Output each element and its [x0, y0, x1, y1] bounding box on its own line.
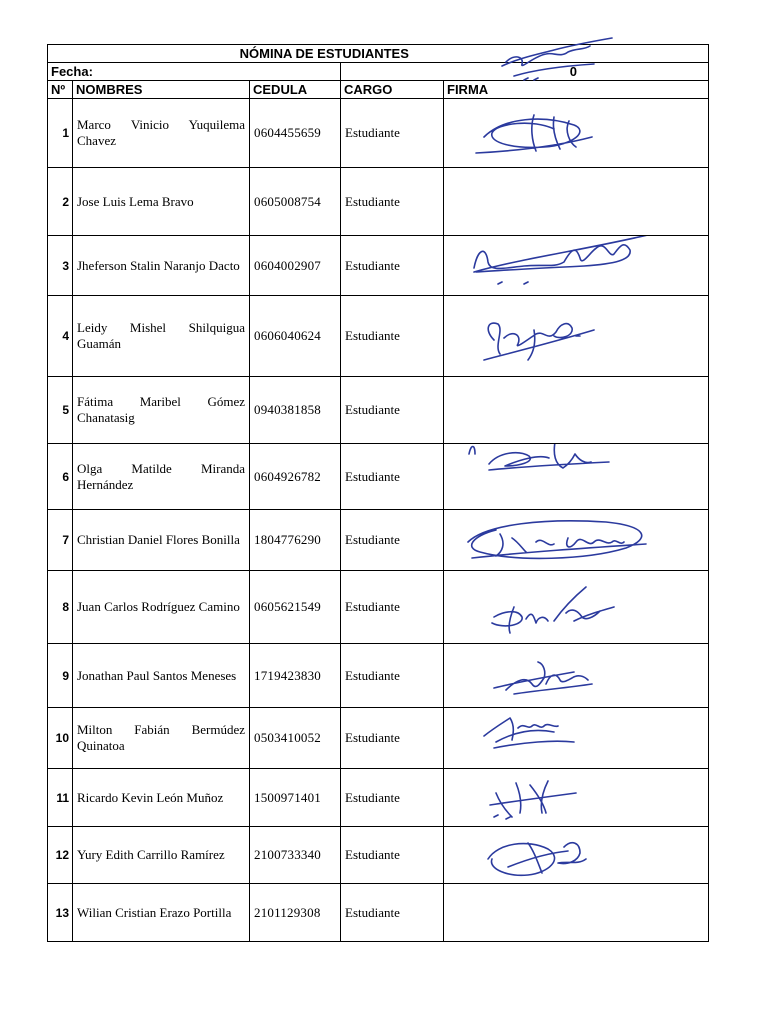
- signature-image: [474, 577, 624, 637]
- row-number: 2: [48, 168, 73, 236]
- student-cargo: Estudiante: [341, 296, 444, 377]
- student-cedula: 0604455659: [250, 99, 341, 168]
- student-cargo: Estudiante: [341, 827, 444, 884]
- table-row: [48, 510, 709, 571]
- signature-icon: [464, 296, 599, 371]
- student-name: Leidy Mishel Shilquigua Guamán: [73, 296, 250, 377]
- table-row: [48, 168, 709, 236]
- table-row: [48, 99, 709, 168]
- student-cedula: 0606040624: [250, 296, 341, 377]
- table-row: [48, 644, 709, 708]
- header-cargo: CARGO: [341, 81, 444, 99]
- student-cargo: Estudiante: [341, 510, 444, 571]
- title-row: [48, 45, 709, 63]
- signature-icon: [480, 654, 600, 698]
- student-cargo: Estudiante: [341, 571, 444, 644]
- row-number: 9: [48, 644, 73, 708]
- signature-cell: [444, 99, 709, 168]
- row-number: 5: [48, 377, 73, 444]
- signature-icon: [474, 577, 624, 637]
- signature-cell: [444, 708, 709, 769]
- student-cargo: Estudiante: [341, 236, 444, 296]
- date-row: [48, 63, 709, 81]
- row-number: 10: [48, 708, 73, 769]
- table-row: [48, 296, 709, 377]
- student-cargo: Estudiante: [341, 884, 444, 942]
- row-number: 13: [48, 884, 73, 942]
- student-name: Ricardo Kevin León Muñoz: [73, 769, 250, 827]
- roster-table: [47, 44, 709, 942]
- table-row: [48, 769, 709, 827]
- student-cedula: 2100733340: [250, 827, 341, 884]
- table-row: [48, 444, 709, 510]
- student-name: Marco Vinicio Yuquilema Chavez: [73, 99, 250, 168]
- signature-icon: [474, 107, 594, 157]
- signature-cell: [444, 377, 709, 444]
- signature-icon: [464, 236, 654, 289]
- signature-cell: [444, 884, 709, 942]
- student-cedula: 2101129308: [250, 884, 341, 942]
- signature-icon: [476, 773, 586, 823]
- student-name: Fátima Maribel Gómez Chanatasig: [73, 377, 250, 444]
- column-header-row: [48, 81, 709, 99]
- signature-image: [480, 654, 600, 698]
- student-cargo: Estudiante: [341, 644, 444, 708]
- student-name: Jonathan Paul Santos Meneses: [73, 644, 250, 708]
- student-cedula: 0605621549: [250, 571, 341, 644]
- student-cargo: Estudiante: [341, 769, 444, 827]
- student-name: Yury Edith Carrillo Ramírez: [73, 827, 250, 884]
- signature-image: [456, 510, 656, 571]
- student-cargo: Estudiante: [341, 708, 444, 769]
- row-number: 12: [48, 827, 73, 884]
- row-number: 6: [48, 444, 73, 510]
- signature-image: [468, 829, 598, 883]
- student-name: Juan Carlos Rodríguez Camino: [73, 571, 250, 644]
- student-cedula: 0503410052: [250, 708, 341, 769]
- row-number: 7: [48, 510, 73, 571]
- signature-icon: [456, 510, 656, 571]
- document-title: NÓMINA DE ESTUDIANTES: [48, 45, 444, 63]
- signature-cell: [444, 444, 709, 510]
- table-row: [48, 884, 709, 942]
- signature-cell: [444, 644, 709, 708]
- signature-icon: [468, 829, 598, 883]
- signature-cell: [444, 296, 709, 377]
- student-name: Milton Fabián Bermúdez Quinatoa: [73, 708, 250, 769]
- date-label: Fecha:: [48, 63, 341, 81]
- signature-image: [459, 444, 619, 485]
- signature-cell: [444, 236, 709, 296]
- signature-image: [474, 708, 584, 753]
- signature-cell: [444, 769, 709, 827]
- signature-image: [474, 107, 594, 157]
- signature-cell: [444, 510, 709, 571]
- student-name: Jose Luis Lema Bravo: [73, 168, 250, 236]
- date-value: 0: [341, 63, 709, 81]
- student-cedula: 1719423830: [250, 644, 341, 708]
- student-cedula: 0604002907: [250, 236, 341, 296]
- header-num: Nº: [48, 81, 73, 99]
- student-cargo: Estudiante: [341, 444, 444, 510]
- table-row: [48, 571, 709, 644]
- table-row: [48, 236, 709, 296]
- row-number: 4: [48, 296, 73, 377]
- header-nombres: NOMBRES: [73, 81, 250, 99]
- student-cedula: 1804776290: [250, 510, 341, 571]
- student-cargo: Estudiante: [341, 377, 444, 444]
- table-row: [48, 377, 709, 444]
- title-row-blank: [444, 45, 709, 63]
- header-cedula: CEDULA: [250, 81, 341, 99]
- row-number: 11: [48, 769, 73, 827]
- signature-cell: [444, 827, 709, 884]
- header-firma: FIRMA: [444, 81, 709, 99]
- row-number: 8: [48, 571, 73, 644]
- student-cedula: 0605008754: [250, 168, 341, 236]
- signature-image: [464, 236, 654, 289]
- student-name: Wilian Cristian Erazo Portilla: [73, 884, 250, 942]
- row-number: 3: [48, 236, 73, 296]
- signature-icon: [474, 708, 584, 753]
- student-cedula: 0940381858: [250, 377, 341, 444]
- student-name: Olga Matilde Miranda Hernández: [73, 444, 250, 510]
- row-number: 1: [48, 99, 73, 168]
- student-cargo: Estudiante: [341, 99, 444, 168]
- signature-cell: [444, 571, 709, 644]
- signature-cell: [444, 168, 709, 236]
- student-roster: [47, 44, 708, 942]
- signature-image: [464, 296, 599, 371]
- table-row: [48, 708, 709, 769]
- student-cedula: 0604926782: [250, 444, 341, 510]
- student-cargo: Estudiante: [341, 168, 444, 236]
- signature-image: [476, 773, 586, 823]
- signature-icon: [459, 444, 619, 485]
- table-row: [48, 827, 709, 884]
- student-name: Jheferson Stalin Naranjo Dacto: [73, 236, 250, 296]
- student-cedula: 1500971401: [250, 769, 341, 827]
- student-name: Christian Daniel Flores Bonilla: [73, 510, 250, 571]
